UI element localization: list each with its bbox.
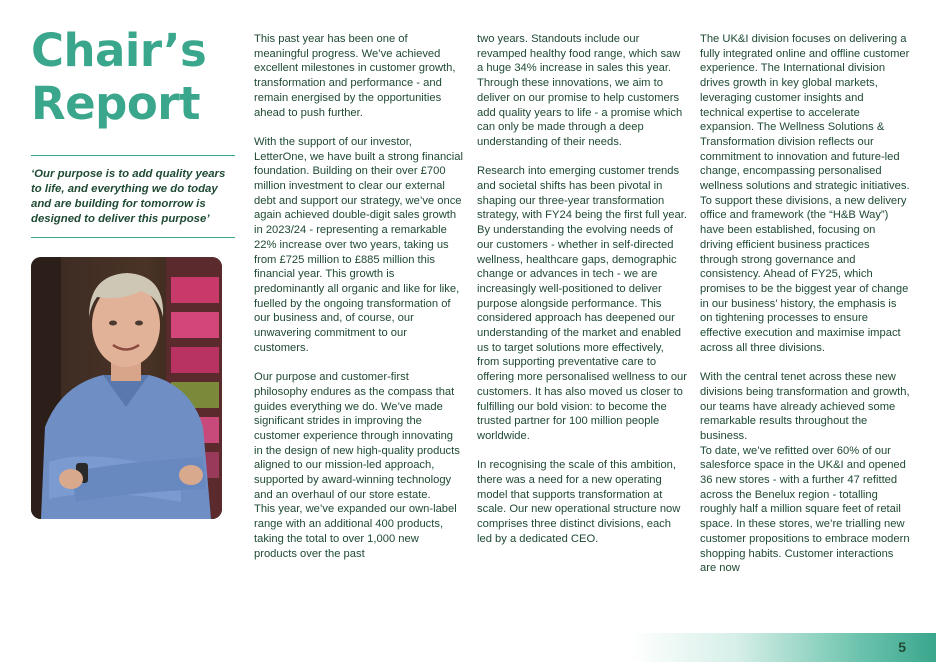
paragraph: Research into emerging customer trends and societal shifts has been pivotal in shaping our three-year transformation strategy, with FY24 being the first full year. By understanding the evolving needs of our customers - whether in self-directed wellness, healthcare gaps, demographic change or advances in tech - we are increasingly well-positioned to deliver purpose alongside performance. This considered approach has deepened our understanding of the market and enabled us to target solutions more effectively, from supporting preventative care to offering more personalised wellness to our customers. It has also moved us closer to fulfilling our bold vision: to become the trusted partner for 100 million people worldwide. xyxy=(477,165,687,442)
pull-quote-text: ‘Our purpose is to add quality years to life, and everything we do today and are building for tomorrow is designed to deliver this purpose’ xyxy=(31,168,226,225)
body-column-3 xyxy=(700,32,910,576)
paragraph: In recognising the scale of this ambition, there was a need for a new operating model that supports transformation at scale. Our new operational structure now comprises three distinct divisions, each led by a dedicated CEO. xyxy=(477,459,681,545)
chair-portrait-photo xyxy=(31,257,222,519)
footer-gradient-bar xyxy=(630,633,936,662)
page-title xyxy=(31,24,241,130)
paragraph: two years. Standouts include our revamped healthy food range, which saw a huge 34% increase in sales this year. Through these innovations, we aim to deliver on our promise to help customers add quality years to life - a promise which can only be made through a deep understanding of their needs. xyxy=(477,33,683,148)
page-number: 5 xyxy=(898,639,906,655)
paragraph: Our purpose and customer-first philosophy endures as the compass that guides everything we do. We’ve made significant strides in improving the customer experience through innovating in the design of new high-quality products aligned to our mission-led approach, supported by award-winning technology and an overhaul of our store estate. This year, we’ve expanded our own-label range with an additional 400 products, taking the total to over 1,000 new products over the past xyxy=(254,371,460,560)
body-column-1 xyxy=(254,32,464,561)
portrait-illustration xyxy=(31,257,222,519)
pull-quote xyxy=(31,155,235,238)
paragraph: The UK&I division focuses on delivering a fully integrated online and offline customer experience. The International division drives growth in key global markets, leveraging customer insights and technical expertise to accelerate expansion. The Wellness Solutions & Transformation division reflects our commitment to innovation and future-led change, encompassing personalised wellness solutions and strategic initiatives. To support these divisions, a new delivery office and framework (the “H&B Way”) have been established, focusing on driving efficient business practices through strong governance and consistency. Ahead of FY25, which promises to be the biggest year of change in our business’ history, the emphasis is on tightening processes to ensure effective execution and maximise impact across all three divisions. xyxy=(700,33,910,354)
paragraph: This past year has been one of meaningful progress. We’ve achieved excellent milestones in customer growth, transformation and performance - and remain energised by the opportunities ahead to push further. xyxy=(254,33,456,119)
body-column-2 xyxy=(477,32,687,547)
paragraph: With the central tenet across these new divisions being transformation and growth, our teams have already achieved some remarkable results throughout the business. To date, we’ve refitted over 60% of our salesforce space in the UK&I and opened 36 new stores - with a further 47 refitted across the Benelux region - totalling roughly half a million square feet of retail space. In these stores, we’re trialling new customer propositions to embrace modern shopping habits. Customer interactions are now xyxy=(700,371,910,575)
paragraph: With the support of our investor, LetterOne, we have built a strong financial foundation. Building on their over £700 million investment to clear our external debt and support our strategy, we’ve once again achieved double-digit sales growth in 2023/24 - representing a remarkable 22% increase over two years, taking us from £725 million to £885 million this financial year. This growth is predominantly all organic and like for like, fuelled by the ongoing transformation of our business and, of course, our unwavering commitment to our customers. xyxy=(254,135,463,354)
title-line-1: Chair’s xyxy=(31,24,207,77)
title-line-2: Report xyxy=(31,77,201,130)
